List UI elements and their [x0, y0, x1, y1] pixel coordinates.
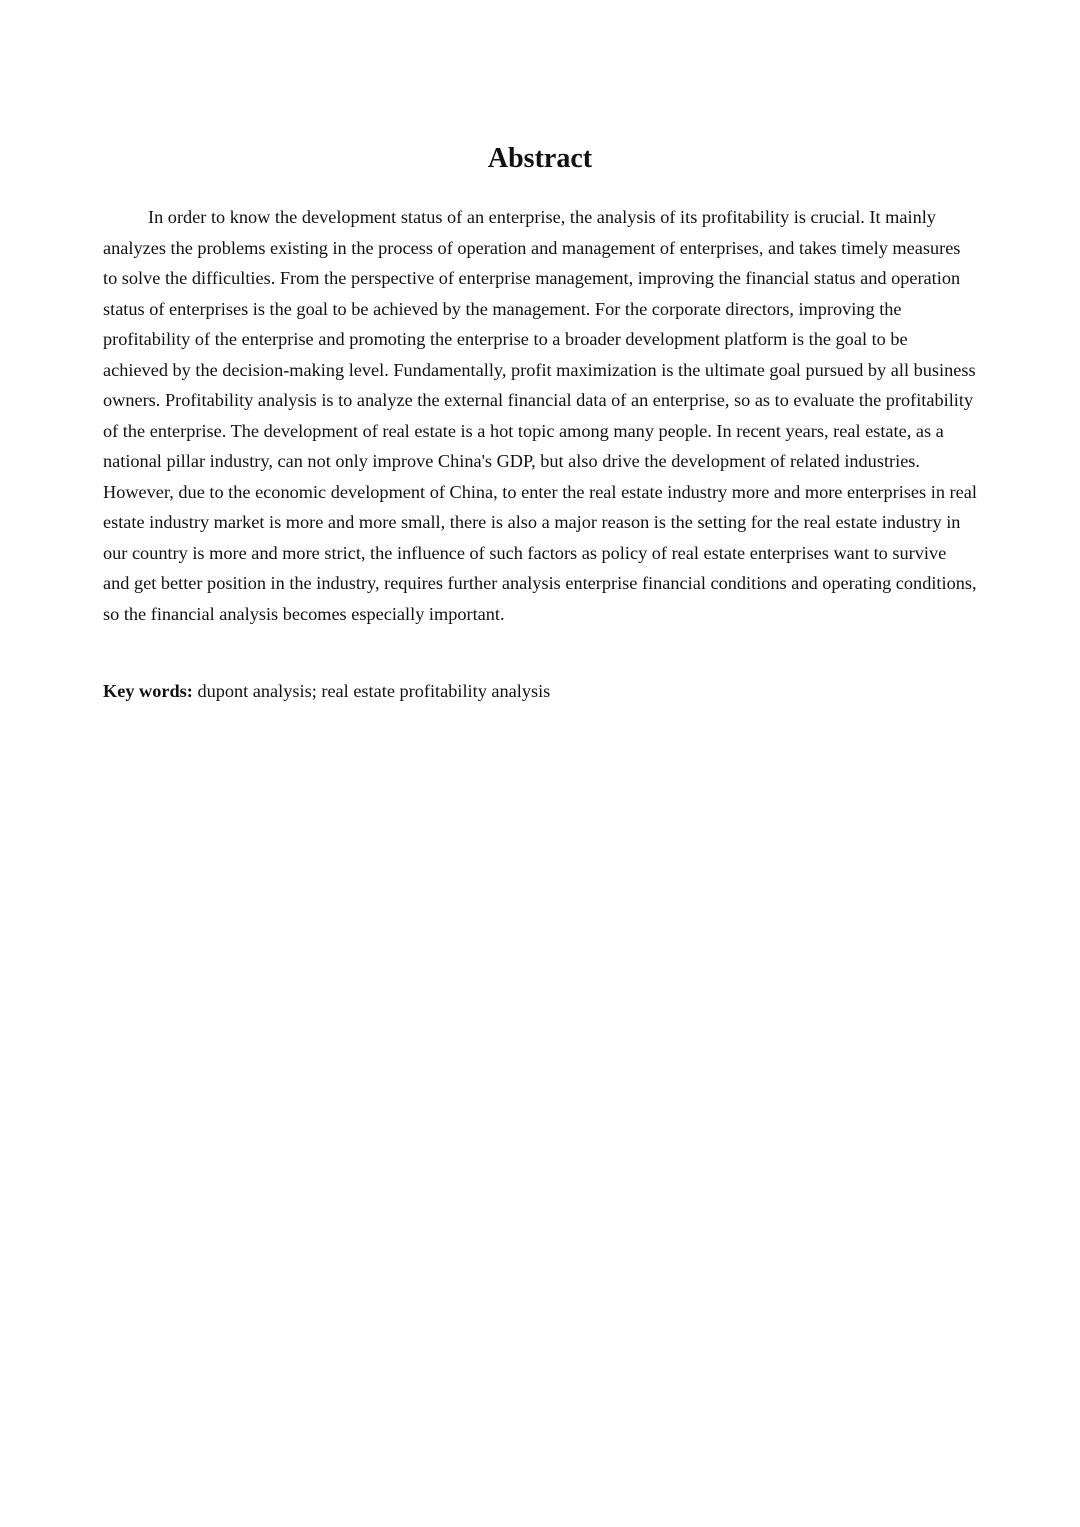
page-title: Abstract — [487, 143, 593, 174]
abstract-paragraph: In order to know the development status of an enterprise, the analysis of its profitability is crucial. It mainly analyzes the problems existing in the process of operation and management of enterprises, and takes timely measures to solve the difficulties. From the perspective of enterprise management, improving the financial status and operation status of enterprises is the goal to be achieved by the management. For the corporate directors, improving the profitability of the enterprise and promoting the enterprise to a broader development platform is the goal to be achieved by the decision-making level. Fundamentally, profit maximization is the ultimate goal pursued by all business owners. Profitability analysis is to analyze the external financial data of an enterprise, so as to evaluate the profitability of the enterprise. The development of real estate is a hot topic among many people. In recent years, real estate, as a national pillar industry, can not only improve China's GDP, but also drive the development of related industries. However, due to the economic development of China, to enter the real estate industry more and more enterprises in real estate industry market is more and more small, there is also a major reason is the setting for the real estate industry in our country is more and more strict, the influence of such factors as policy of real estate enterprises want to survive and get better position in the industry, requires further analysis enterprise financial conditions and operating conditions, so the financial analysis becomes especially important. — [103, 207, 977, 624]
keywords-label: Key words: — [103, 681, 193, 701]
keywords-value: dupont analysis; real estate profitability analysis — [197, 681, 551, 701]
keywords-line — [103, 677, 977, 705]
